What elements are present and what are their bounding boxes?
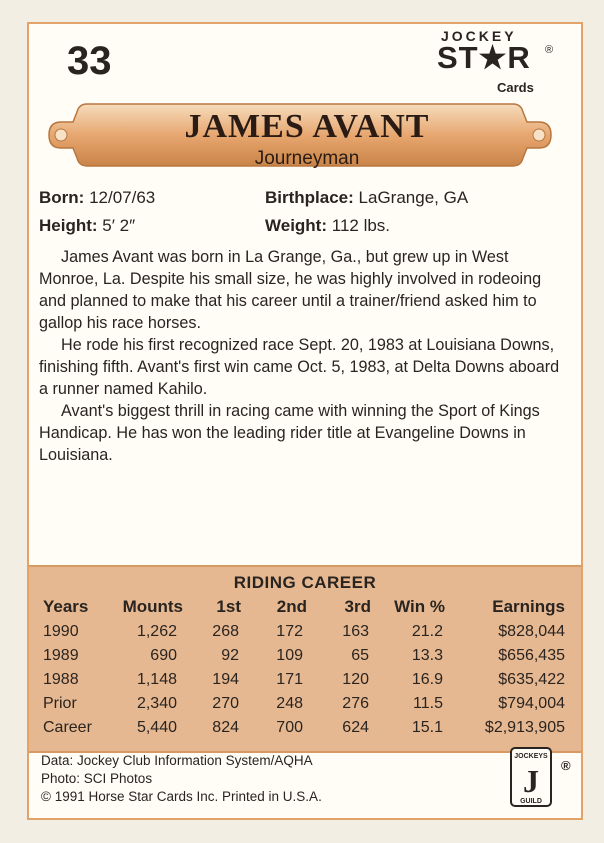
height-label: Height: — [39, 216, 98, 235]
table-cell-3rd: 624 — [342, 719, 369, 736]
guild-letter: J — [523, 763, 539, 799]
table-cell-mounts: 1,262 — [136, 623, 177, 640]
col-header-earnings: Earnings — [492, 597, 565, 616]
table-cell-mounts: 1,148 — [136, 671, 177, 688]
table-cell-1st: 268 — [212, 623, 239, 640]
card-number: 33 — [67, 39, 112, 83]
height-value: 5′ 2″ — [102, 216, 136, 235]
trading-card-back — [27, 22, 583, 820]
logo-star-text: ST★R — [437, 40, 531, 75]
born-label: Born: — [39, 188, 85, 207]
table-cell-win-pct: 15.1 — [411, 719, 443, 736]
born-value: 12/07/63 — [89, 188, 156, 207]
table-cell-mounts: 690 — [150, 647, 177, 664]
guild-registered-mark: ® — [561, 758, 571, 773]
height-row — [39, 216, 135, 236]
jockeys-guild-logo — [509, 746, 553, 808]
riding-career-title: RIDING CAREER — [233, 573, 377, 592]
riding-career-table — [29, 565, 581, 753]
table-cell-win-pct: 13.3 — [411, 647, 443, 664]
jockey-star-cards-logo — [433, 26, 563, 96]
table-cell-2nd: 109 — [276, 647, 303, 664]
logo-cards-text: Cards — [497, 80, 534, 95]
col-header-3rd: 3rd — [344, 597, 371, 616]
col-header-mounts: Mounts — [122, 597, 183, 616]
born-row — [39, 188, 155, 208]
table-cell-2nd: 700 — [276, 719, 303, 736]
table-cell-3rd: 276 — [342, 695, 369, 712]
guild-top-text: JOCKEYS — [514, 753, 548, 760]
birthplace-label: Birthplace: — [265, 188, 354, 207]
col-header-years: Years — [43, 597, 89, 616]
col-header-2nd: 2nd — [276, 597, 307, 616]
weight-row — [265, 216, 390, 236]
table-cell-earnings: $635,422 — [498, 671, 565, 688]
photo-credit: Photo: SCI Photos — [41, 771, 153, 786]
data-credit: Data: Jockey Club Information System/AQHA — [41, 753, 313, 768]
table-cell-earnings: $656,435 — [498, 647, 565, 664]
bio-paragraph: Avant's biggest thrill in racing came with winning the Sport of Kings Handicap. He has won the leading rider title at Evangeline Downs in Louisiana. — [39, 402, 540, 464]
weight-label: Weight: — [265, 216, 328, 235]
logo-registered-mark: ® — [545, 44, 554, 56]
bio-paragraph: He rode his first recognized race Sept. 20, 1983 at Louisiana Downs, finishing fifth. Avant's first win came Oct. 5, 1983, at Delta Downs aboard a runner named Kahilo. — [39, 336, 560, 398]
table-cell-earnings: $828,044 — [498, 623, 565, 640]
table-cell-win-pct: 21.2 — [411, 623, 443, 640]
table-cell-3rd: 163 — [342, 623, 369, 640]
table-cell-year: Prior — [43, 695, 77, 712]
jockey-name: JAMES AVANT — [184, 108, 430, 145]
table-cell-2nd: 172 — [276, 623, 303, 640]
col-header-1st: 1st — [216, 597, 241, 616]
table-cell-1st: 92 — [221, 647, 239, 664]
table-cell-mounts: 5,440 — [136, 719, 177, 736]
table-cell-2nd: 171 — [276, 671, 303, 688]
table-cell-1st: 824 — [212, 719, 239, 736]
table-cell-earnings: $2,913,905 — [484, 719, 565, 736]
bio-paragraph: James Avant was born in La Grange, Ga., but grew up in West Monroe, La. Despite his small size, he was highly involved in rodeoing and planned to make that his career until a trainer/friend asked him to gallop his race horses. — [39, 248, 542, 332]
table-cell-3rd: 120 — [342, 671, 369, 688]
table-cell-mounts: 2,340 — [136, 695, 177, 712]
table-cell-win-pct: 16.9 — [411, 671, 443, 688]
table-cell-year: 1990 — [43, 623, 79, 640]
table-cell-3rd: 65 — [351, 647, 369, 664]
table-cell-1st: 270 — [212, 695, 239, 712]
card-footer — [41, 752, 322, 806]
logo-jockey-text: JOCKEY — [441, 28, 517, 44]
table-cell-earnings: $794,004 — [498, 695, 565, 712]
table-cell-win-pct: 11.5 — [413, 695, 443, 712]
birthplace-value: LaGrange, GA — [358, 188, 469, 207]
table-cell-year: 1988 — [43, 671, 79, 688]
birthplace-row — [265, 188, 468, 208]
table-cell-year: Career — [43, 719, 92, 736]
biography — [39, 246, 561, 466]
table-cell-year: 1989 — [43, 647, 79, 664]
table-cell-1st: 194 — [212, 671, 239, 688]
table-cell-2nd: 248 — [276, 695, 303, 712]
col-header-win-pct: Win % — [394, 597, 445, 616]
copyright: © 1991 Horse Star Cards Inc. Printed in U.S.A. — [41, 789, 322, 804]
guild-bottom-text: GUILD — [520, 798, 542, 805]
jockey-rank: Journeyman — [254, 148, 360, 169]
weight-value: 112 lbs. — [331, 216, 391, 235]
